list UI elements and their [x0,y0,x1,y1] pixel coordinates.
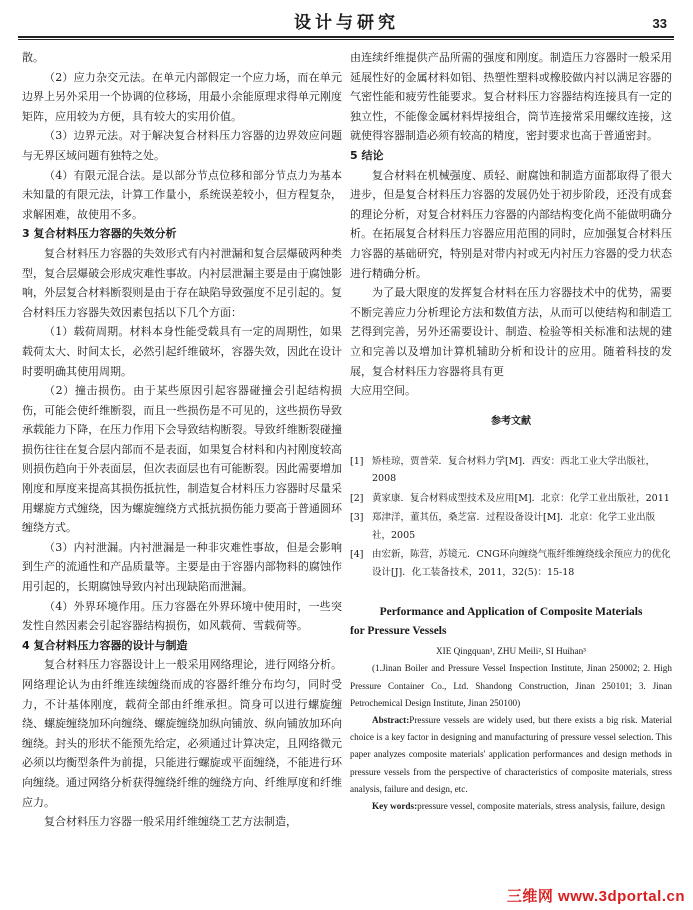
reference-list [350,453,672,582]
english-abstract [350,712,672,798]
references-title: 参考文献 [491,415,531,427]
paragraph: （4）外界环境作用。压力容器在外界环境中使用时，一些突发性自然因素会引起容器结构损伤，如风载荷、雪载荷等。 [22,599,342,633]
paragraph: 由连续纤维提供产品所需的强度和刚度。制造压力容器时一般采用延展性好的金属材料如铝、热塑性塑料或橡胶做内衬以满足容器的气密性能和疲劳性能要求。复合材料压力容器结构连接具有一定的独立性，不能像金属材料焊接组合，筒节连接常采用螺纹连接，这就使得容器制造必须有较高的精度，密封要求也高于普通密封。 [350,51,672,143]
paragraph: 为了最大限度的发挥复合材料在压力容器技术中的优势，需要不断完善应力分析理论方法和数值方法，从而可以使结构和制造工艺得到完善，另外还需要设计、制造、检验等相关标准和法规的建立和完善以及增加计算机辅助分析和设计的应用。随着科技的发展，复合材料压力容器将具有更 [350,286,672,378]
paragraph: 复合材料在机械强度、质轻、耐腐蚀和制造方面都取得了很大进步，但是复合材料压力容器的发展仍处于初步阶段，还没有成套的理论分析，对复合材料压力容器的内部结构变化尚不能做明确分析。在拓展复合材料压力容器应用范围的同时，应加强复合材料压力容器的基础研究，特别是对带内衬或无内衬压力容器的受力状态进行精确分析。 [350,168,672,280]
page-header [20,6,673,34]
abstract-text: Pressure vessels are widely used, but there exists a big risk. Material choice is a key factor in designing and manufacturing of pressure vessel selection. This paper analyzes composite materials' application performances and design methods in pressure vessels from the perspective of characteristics of composite materials, stress analysis, failure and design, etc. [350,715,672,794]
english-title-line-1: Performance and Application of Composite Materials [379,606,643,619]
reference-number: [4] [350,549,364,561]
english-authors: XIE Qingquan¹, ZHU Meili², SI Huihan³ [436,646,586,657]
section-heading-5: 5 结论 [350,148,384,162]
paragraph: （3）边界元法。对于解决复合材料压力容器的边界效应问题与无界区域问题有独特之处。 [22,129,342,162]
paragraph: 散。 [22,51,44,64]
keywords-text: pressure vessel, composite materials, stress analysis, failure, design [417,801,665,812]
reference-number: [1] [350,455,364,467]
reference-text: 矫桂琼，贾普荣．复合材料力学[M]．西安：西北工业大学出版社，2008 [372,455,656,485]
paragraph: （2）撞击损伤。由于某些原因引起容器碰撞会引起结构损伤，可能会使纤维断裂，而且一些损伤是不可见的，这些损伤导致承载能力下降，在压力作用下会导致结构断裂。导致纤维断裂碰撞损伤往往在复合层内部而不是表面，如果复合材料和内衬刚度较高则损伤趋向于外表面层，但次表面层也有可能断裂。因此需要增加刚度和厚度来提高其损伤抵抗性，制造复合材料压力容器时尽量采用螺旋方式缠绕，因为螺旋缠绕方式抵抗损伤能力要高于普通圆环缠绕方式。 [22,384,342,535]
right-column [350,48,672,815]
paragraph: 复合材料压力容器设计上一般采用网络理论，进行网络分析。网络理论认为由纤维连续缠绕而成的容器纤维分布均匀，同时受力，不计基体刚度，载荷全部由纤维承担。筒身可以进行螺旋缠绕、螺旋缠绕加环向缠绕、螺旋缠绕加纵向铺放、纵向铺放加环向缠绕。封头的形状不能预先给定，必须通过计算决定，且网络微元必须以均衡型条件为前提，只能进行螺旋或平面缠绕，不能进行环向缠绕。通过网络分析获得缠绕纤维的缠绕方向、纤维厚度和纤维应力。 [22,658,342,809]
header-rule [18,36,674,40]
english-abstract-block [350,643,672,815]
english-keywords [350,798,672,815]
section-heading-3: 3 复合材料压力容器的失效分析 [22,227,177,241]
reference-number: [2] [350,492,364,504]
reference-text: 黄家康．复合材料成型技术及应用[M]．北京：化学工业出版社，2011 [372,492,670,504]
paragraph: （1）载荷周期。材料本身性能受载具有一定的周期性，如果载荷太大、时间太长，必然引起纤维破坏，容器失效，因此在设计时要明确其使用周期。 [22,325,342,378]
english-affiliation: (1.Jinan Boiler and Pressure Vessel Inspection Institute, Jinan 250002; 2. High Pressure Container Co., Ltd. Shandong Construction, Jinan 250101; 3. Jinan Petrochemical Design Institute, Jinan 250100) [350,663,672,708]
journal-title: 设计与研究 [294,13,399,33]
abstract-label: Abstract: [372,715,410,725]
reference-item [350,490,672,508]
reference-text: 郑津洋，董其伍，桑芝富．过程设备设计[M]．北京：化学工业出版社，2005 [372,512,656,541]
paragraph: （4）有限元混合法。是以部分节点位移和部分节点力为基本未知量的有限元法，计算工作量小，系统误差较小，但方程复杂，求解困难，故使用不多。 [22,168,342,221]
paragraph: 大应用空间。 [350,384,416,398]
english-title-line-2: for Pressure Vessels [350,625,447,638]
paragraph: （3）内衬泄漏。内衬泄漏是一种非灾难性事故，但是会影响到生产的流通性和产品质量等。主要是由于容器内部物料的腐蚀作用引起的，长期腐蚀导致内衬出现缺陷而泄漏。 [22,540,342,594]
paragraph: （2）应力杂交元法。在单元内部假定一个应力场，而在单元边界上另外采用一个协调的位移场，用最小余能原理求得单元刚度矩阵，应用较为方便，具有较大的实用价值。 [22,70,342,123]
keywords-label: Key words: [372,801,418,812]
reference-text: 由宏新，陈营，苏镜元．CNG环向缠绕气瓶纤维缠绕线余预应力的优化设计[J]．化工装备技术，2011，32(5)：15-18 [372,549,671,578]
reference-item [350,546,672,581]
page-number: 33 [652,16,667,31]
reference-number: [3] [350,512,364,524]
site-watermark: 三维网 www.3dportal.cn [506,888,685,905]
paragraph: 复合材料压力容器的失效形式有内衬泄漏和复合层爆破两种类型，复合层爆破会形成灾难性事故。内衬层泄漏主要是由于腐蚀影响，外层复合材料断裂则是由于存在缺陷导致强度不足引起的。复合材料压力容器失效因素包括以下几个方面： [22,246,342,319]
english-title [350,603,672,641]
section-heading-4: 4 复合材料压力容器的设计与制造 [22,638,188,652]
reference-item [350,453,672,488]
paragraph: 复合材料压力容器一般采用纤维缠绕工艺方法制造， [44,815,297,829]
reference-item [350,509,672,544]
left-column [22,48,342,832]
